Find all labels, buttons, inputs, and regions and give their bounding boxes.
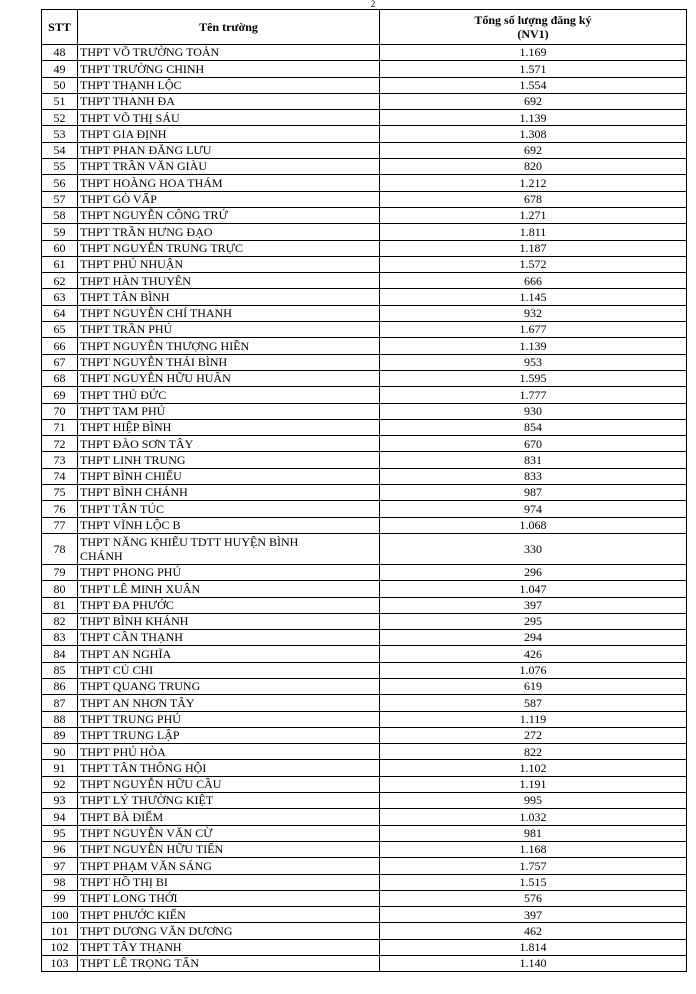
count-cell: 1.271 <box>380 207 687 223</box>
count-cell: 1.595 <box>380 370 687 386</box>
school-name-cell: THPT TRUNG PHÚ <box>78 711 380 727</box>
stt-cell: 73 <box>42 452 78 468</box>
table-row <box>42 126 687 142</box>
count-cell: 987 <box>380 485 687 501</box>
table-row <box>42 256 687 272</box>
stt-cell: 71 <box>42 419 78 435</box>
stt-cell: 57 <box>42 191 78 207</box>
stt-cell: 96 <box>42 841 78 857</box>
stt-cell: 81 <box>42 597 78 613</box>
count-cell: 1.032 <box>380 809 687 825</box>
table-row <box>42 338 687 354</box>
stt-cell: 58 <box>42 207 78 223</box>
count-cell: 1.571 <box>380 61 687 77</box>
stt-cell: 90 <box>42 744 78 760</box>
count-cell: 833 <box>380 468 687 484</box>
stt-cell: 68 <box>42 370 78 386</box>
table-row <box>42 744 687 760</box>
table-row <box>42 890 687 906</box>
table-row <box>42 939 687 955</box>
count-cell: 1.554 <box>380 77 687 93</box>
table-row <box>42 711 687 727</box>
stt-cell: 103 <box>42 956 78 972</box>
stt-cell: 70 <box>42 403 78 419</box>
stt-cell: 95 <box>42 825 78 841</box>
stt-cell: 51 <box>42 93 78 109</box>
count-cell: 1.068 <box>380 517 687 533</box>
table-row <box>42 142 687 158</box>
school-name-cell: THPT HIỆP BÌNH <box>78 419 380 435</box>
school-name-cell: THPT TÂN THÔNG HỘI <box>78 760 380 776</box>
count-cell: 587 <box>380 695 687 711</box>
stt-cell: 87 <box>42 695 78 711</box>
count-cell: 1.139 <box>380 110 687 126</box>
stt-cell: 102 <box>42 939 78 955</box>
stt-cell: 84 <box>42 646 78 662</box>
stt-cell: 93 <box>42 793 78 809</box>
table-row <box>42 387 687 403</box>
count-cell: 294 <box>380 630 687 646</box>
count-cell: 397 <box>380 597 687 613</box>
stt-cell: 76 <box>42 501 78 517</box>
school-name-cell: THPT BÌNH KHÁNH <box>78 613 380 629</box>
school-name-cell: THPT BÀ ĐIỂM <box>78 809 380 825</box>
table-row <box>42 825 687 841</box>
table-row <box>42 403 687 419</box>
stt-cell: 83 <box>42 630 78 646</box>
school-name-cell: THPT AN NGHĨA <box>78 646 380 662</box>
stt-cell: 74 <box>42 468 78 484</box>
count-cell: 692 <box>380 142 687 158</box>
stt-cell: 55 <box>42 159 78 175</box>
count-cell: 1.677 <box>380 322 687 338</box>
school-name-cell: THPT GIA ĐỊNH <box>78 126 380 142</box>
school-name-cell: THPT NĂNG KHIẾU TDTT HUYỆN BÌNH CHÁNH <box>78 533 380 564</box>
school-name-cell: THPT VÕ THỊ SÁU <box>78 110 380 126</box>
school-name-cell: THPT BÌNH CHIỂU <box>78 468 380 484</box>
header-count <box>380 10 687 45</box>
school-name-cell: THPT TÂN TÚC <box>78 501 380 517</box>
count-cell: 1.187 <box>380 240 687 256</box>
school-name-cell: THPT PHAN ĐĂNG LƯU <box>78 142 380 158</box>
table-row <box>42 289 687 305</box>
school-name-cell: THPT NGUYỄN CHÍ THANH <box>78 305 380 321</box>
table-row <box>42 517 687 533</box>
school-name-cell: THPT PHẠM VĂN SÁNG <box>78 858 380 874</box>
stt-cell: 65 <box>42 322 78 338</box>
table-row <box>42 110 687 126</box>
table-row <box>42 485 687 501</box>
stt-cell: 88 <box>42 711 78 727</box>
table-row <box>42 760 687 776</box>
table-row <box>42 662 687 678</box>
stt-cell: 75 <box>42 485 78 501</box>
stt-cell: 67 <box>42 354 78 370</box>
table-row <box>42 613 687 629</box>
table-row <box>42 207 687 223</box>
table-row <box>42 533 687 564</box>
stt-cell: 92 <box>42 776 78 792</box>
table-row <box>42 191 687 207</box>
table-row <box>42 597 687 613</box>
school-name-cell: THPT ĐA PHƯỚC <box>78 597 380 613</box>
school-name-cell: THPT NGUYỄN HỮU HUÂN <box>78 370 380 386</box>
count-cell: 1.076 <box>380 662 687 678</box>
stt-cell: 72 <box>42 436 78 452</box>
table-row <box>42 224 687 240</box>
count-cell: 272 <box>380 727 687 743</box>
count-cell: 932 <box>380 305 687 321</box>
table-body <box>42 45 687 972</box>
table-row <box>42 240 687 256</box>
header-school: Tên trường <box>78 10 380 45</box>
school-name-cell: THPT GÒ VẤP <box>78 191 380 207</box>
school-name-cell: THPT CẦN THẠNH <box>78 630 380 646</box>
school-name-cell: THPT TRẦN VĂN GIÀU <box>78 159 380 175</box>
count-cell: 822 <box>380 744 687 760</box>
stt-cell: 79 <box>42 564 78 580</box>
stt-cell: 64 <box>42 305 78 321</box>
count-cell: 831 <box>380 452 687 468</box>
count-cell: 1.811 <box>380 224 687 240</box>
count-cell: 1.145 <box>380 289 687 305</box>
count-cell: 1.047 <box>380 581 687 597</box>
school-name-cell: THPT NGUYỄN THƯỢNG HIỀN <box>78 338 380 354</box>
stt-cell: 97 <box>42 858 78 874</box>
stt-cell: 60 <box>42 240 78 256</box>
count-cell: 678 <box>380 191 687 207</box>
stt-cell: 59 <box>42 224 78 240</box>
school-name-cell: THPT HOÀNG HOA THÁM <box>78 175 380 191</box>
count-cell: 854 <box>380 419 687 435</box>
school-name-cell: THPT LÊ MINH XUÂN <box>78 581 380 597</box>
count-cell: 295 <box>380 613 687 629</box>
stt-cell: 62 <box>42 273 78 289</box>
school-name-cell: THPT AN NHƠN TÂY <box>78 695 380 711</box>
stt-cell: 49 <box>42 61 78 77</box>
registration-table <box>41 9 687 972</box>
stt-cell: 99 <box>42 890 78 906</box>
page-number: 2 <box>370 0 376 9</box>
table-row <box>42 630 687 646</box>
school-name-cell: THPT PHÚ HÒA <box>78 744 380 760</box>
school-name-cell: THPT TÂN BÌNH <box>78 289 380 305</box>
table-row <box>42 468 687 484</box>
table-row <box>42 436 687 452</box>
header-count-label: Tổng số lượng đăng ký <box>474 12 592 27</box>
count-cell: 619 <box>380 678 687 694</box>
stt-cell: 85 <box>42 662 78 678</box>
header-count-sub: (NV1) <box>517 27 549 41</box>
table-row <box>42 273 687 289</box>
school-name-cell: THPT THANH ĐA <box>78 93 380 109</box>
school-name-cell: THPT TAM PHÚ <box>78 403 380 419</box>
school-name-cell: THPT LÊ TRỌNG TẤN <box>78 956 380 972</box>
school-name-cell: THPT TRẦN HƯNG ĐẠO <box>78 224 380 240</box>
table-row <box>42 695 687 711</box>
stt-cell: 56 <box>42 175 78 191</box>
count-cell: 995 <box>380 793 687 809</box>
stt-cell: 86 <box>42 678 78 694</box>
count-cell: 820 <box>380 159 687 175</box>
count-cell: 1.140 <box>380 956 687 972</box>
table-row <box>42 646 687 662</box>
table-row <box>42 93 687 109</box>
school-name-cell: THPT TRƯỜNG CHINH <box>78 61 380 77</box>
table-row <box>42 370 687 386</box>
table-row <box>42 923 687 939</box>
count-cell: 1.191 <box>380 776 687 792</box>
school-name-cell: THPT PHÚ NHUẬN <box>78 256 380 272</box>
table-row <box>42 581 687 597</box>
school-name-cell: THPT DƯƠNG VĂN DƯƠNG <box>78 923 380 939</box>
count-cell: 462 <box>380 923 687 939</box>
stt-cell: 69 <box>42 387 78 403</box>
table-row <box>42 322 687 338</box>
stt-cell: 53 <box>42 126 78 142</box>
table-row <box>42 77 687 93</box>
table-row <box>42 564 687 580</box>
count-cell: 1.308 <box>380 126 687 142</box>
table-row <box>42 956 687 972</box>
table-row <box>42 175 687 191</box>
count-cell: 974 <box>380 501 687 517</box>
table-row <box>42 874 687 890</box>
stt-cell: 54 <box>42 142 78 158</box>
table-row <box>42 678 687 694</box>
stt-cell: 100 <box>42 907 78 923</box>
school-name-cell: THPT LONG THỚI <box>78 890 380 906</box>
stt-cell: 63 <box>42 289 78 305</box>
stt-cell: 91 <box>42 760 78 776</box>
school-name-cell: THPT TÂY THẠNH <box>78 939 380 955</box>
school-name-cell: THPT NGUYỄN THÁI BÌNH <box>78 354 380 370</box>
school-name-cell: THPT NGUYỄN TRUNG TRỰC <box>78 240 380 256</box>
table-row <box>42 501 687 517</box>
school-name-cell: THPT TRUNG LẬP <box>78 727 380 743</box>
table-row <box>42 419 687 435</box>
table-row <box>42 159 687 175</box>
school-name-cell: THPT THỦ ĐỨC <box>78 387 380 403</box>
table-row <box>42 61 687 77</box>
table-row <box>42 858 687 874</box>
table-row <box>42 809 687 825</box>
school-name-cell: THPT PHƯỚC KIỂN <box>78 907 380 923</box>
count-cell: 666 <box>380 273 687 289</box>
header-stt: STT <box>42 10 78 45</box>
table-row <box>42 452 687 468</box>
school-name-cell: THPT NGUYỄN HỮU CẦU <box>78 776 380 792</box>
stt-cell: 98 <box>42 874 78 890</box>
table-header <box>42 10 687 45</box>
count-cell: 1.169 <box>380 45 687 61</box>
count-cell: 981 <box>380 825 687 841</box>
count-cell: 1.572 <box>380 256 687 272</box>
stt-cell: 77 <box>42 517 78 533</box>
count-cell: 1.168 <box>380 841 687 857</box>
school-name-cell: THPT NGUYỄN VĂN CỪ <box>78 825 380 841</box>
school-name-cell: THPT PHONG PHÚ <box>78 564 380 580</box>
count-cell: 397 <box>380 907 687 923</box>
count-cell: 1.757 <box>380 858 687 874</box>
school-name-cell: THPT VÕ TRƯỜNG TOẢN <box>78 45 380 61</box>
count-cell: 670 <box>380 436 687 452</box>
school-name-cell: THPT TRẦN PHÚ <box>78 322 380 338</box>
school-name-cell: THPT HÀN THUYÊN <box>78 273 380 289</box>
count-cell: 576 <box>380 890 687 906</box>
count-cell: 1.212 <box>380 175 687 191</box>
count-cell: 1.515 <box>380 874 687 890</box>
table-row <box>42 305 687 321</box>
stt-cell: 66 <box>42 338 78 354</box>
count-cell: 1.102 <box>380 760 687 776</box>
stt-cell: 80 <box>42 581 78 597</box>
stt-cell: 101 <box>42 923 78 939</box>
school-name-cell: THPT NGUYỄN CÔNG TRỨ <box>78 207 380 223</box>
school-name-cell: THPT LÝ THƯỜNG KIỆT <box>78 793 380 809</box>
stt-cell: 52 <box>42 110 78 126</box>
stt-cell: 61 <box>42 256 78 272</box>
table-row <box>42 841 687 857</box>
count-cell: 930 <box>380 403 687 419</box>
count-cell: 1.119 <box>380 711 687 727</box>
stt-cell: 50 <box>42 77 78 93</box>
table-row <box>42 907 687 923</box>
school-name-cell: THPT BÌNH CHÁNH <box>78 485 380 501</box>
table-row <box>42 776 687 792</box>
school-name-cell: THPT VĨNH LỘC B <box>78 517 380 533</box>
stt-cell: 89 <box>42 727 78 743</box>
school-name-cell: THPT LINH TRUNG <box>78 452 380 468</box>
school-name-cell: THPT ĐÀO SƠN TÂY <box>78 436 380 452</box>
count-cell: 1.814 <box>380 939 687 955</box>
count-cell: 1.777 <box>380 387 687 403</box>
school-name-cell: THPT CỦ CHI <box>78 662 380 678</box>
stt-cell: 78 <box>42 533 78 564</box>
count-cell: 330 <box>380 533 687 564</box>
stt-cell: 48 <box>42 45 78 61</box>
school-name-cell: THPT THẠNH LỘC <box>78 77 380 93</box>
count-cell: 692 <box>380 93 687 109</box>
count-cell: 426 <box>380 646 687 662</box>
school-name-cell: THPT QUANG TRUNG <box>78 678 380 694</box>
count-cell: 953 <box>380 354 687 370</box>
count-cell: 1.139 <box>380 338 687 354</box>
table-row <box>42 45 687 61</box>
table-row <box>42 354 687 370</box>
stt-cell: 94 <box>42 809 78 825</box>
table-row <box>42 727 687 743</box>
table-row <box>42 793 687 809</box>
school-name-cell: THPT NGUYỄN HỮU TIẾN <box>78 841 380 857</box>
stt-cell: 82 <box>42 613 78 629</box>
count-cell: 296 <box>380 564 687 580</box>
school-name-cell: THPT HỒ THỊ BI <box>78 874 380 890</box>
